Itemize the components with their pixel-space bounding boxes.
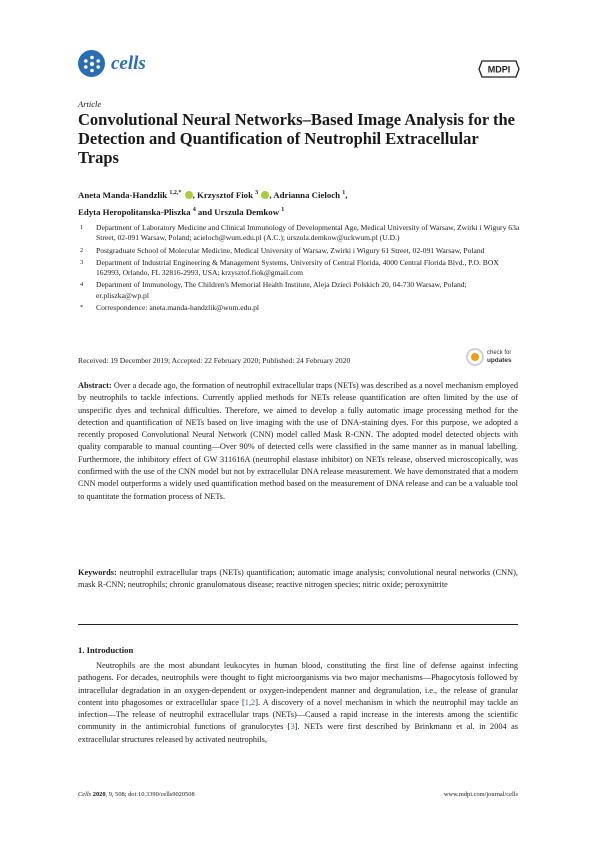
affiliations <box>80 223 520 315</box>
affiliation-item: 1 Department of Laboratory Medicine and Clinical Immunology of Developmental Age, Medical University of Warsaw, Zwirki i Wigury 63a Street, 02-091 Warsaw, Poland; acieloch@wum.edu.pl (A.C.); urszula.demkow@uckwum.pl (U.D.) <box>80 223 520 243</box>
journal-name: cells <box>111 52 146 74</box>
abstract-text: Over a decade ago, the formation of neutrophil extracellular traps (NETs) was described as a novel mechanism employed by neutrophils to tackle infections. Currently applied methods for NETs release quantification are often limited by the use of unspecific dyes and technical difficulties. Therefore, we aimed to develop a fully automatic image processing method for the detection and quantification of NETs based on live imaging with the use of DNA-staining dyes. For this purpose, we adopted a recently proposed Convolutional Neural Network (CNN) model called Mask R-CNN. The adopted model detected objects with quality comparable to manual counting—Over 90% of detected cells were classified in the same manner as in manual labelling. Furthermore, the inhibitory effect of GW 311616A (neutrophil elastase inhibitor) on NETs release, observed microscopically, was confirmed with the use of the CNN model but not by extracellular DNA release measurement. We have demonstrated that a modern CNN model outperforms a widely used quantification method based on the measurement of DNA release and can be a valuable tool to quantitate the formation process of NETs. <box>78 381 518 501</box>
citation-link[interactable]: 1 <box>244 697 249 707</box>
abstract <box>78 380 518 503</box>
section-divider <box>78 624 518 625</box>
keywords-label: Keywords: <box>78 568 117 577</box>
keywords-text: neutrophil extracellular traps (NETs) quantification; automatic image analysis; convolutional neural networks (CNN), mask R-CNN; neutrophils; chronic granulomatous disease; reactive nitrogen species; nitric oxide; peroxynitrite <box>78 568 518 590</box>
author-affiliation-marker: 1 <box>342 190 346 196</box>
correspondence: * Correspondence: aneta.manda-handzlik@wum.edu.pl <box>80 303 260 313</box>
article-type: Article <box>78 99 102 109</box>
check-updates-icon <box>466 348 484 366</box>
affiliation-item: 4 Department of Immunology, The Children's Memorial Health Institute, Aleja Dzieci Polskich 20, 04-730 Warsaw, Poland; er.pliszka@wp.pl <box>80 280 467 300</box>
citation-link[interactable]: 3 <box>290 722 295 732</box>
cells-logo-icon <box>78 50 105 77</box>
affiliation-item: 2 Postgraduate School of Molecular Medicine, Medical University of Warsaw, Zwirki i Wigury 61 Street, 02-091 Warsaw, Poland <box>80 245 485 255</box>
author-affiliation-marker: 1 <box>281 206 285 213</box>
introduction-paragraph: Neutrophils are the most abundant leukocytes in human blood, constituting the first line of defense against infecting pathogens. For decades, neutrophils were thought to fight microorganisms via two major mechanisms—Phagocytosis followed by intracellular degradation in an oxygen-dependent or oxygen-independent manner and degranulation, i.e., the release of granular content into phagosomes or extracellular space [1,2]. A discovery of a novel mechanism in which the neutrophil may tackle an infection—The release of neutrophil extracellular traps (NETs)—Caused a rapid increase in the interests among the scientific community in the antimicrobial functions of granulocytes [3]. NETs were first described by Brinkmann et al. in 2004 as extracellular structures released by activated neutrophils, <box>78 661 518 744</box>
citation-link[interactable]: 2 <box>251 697 256 707</box>
author-name[interactable]: Krzysztof Fiok <box>197 189 253 200</box>
publication-dates: Received: 19 December 2019; Accepted: 22 February 2020; Published: 24 February 2020 <box>78 356 351 365</box>
author-name[interactable]: Aneta Manda-Handzlik <box>78 189 168 200</box>
author-name[interactable]: Edyta Heropolitanska-Pliszka <box>78 206 191 217</box>
keywords <box>78 567 518 592</box>
article-title: Convolutional Neural Networks–Based Image Analysis for the Detection and Quantification of Neutrophil Extracellular Traps <box>78 110 515 167</box>
author-affiliation-marker: 1,2,* <box>169 190 182 196</box>
abstract-label: Abstract: <box>78 381 112 390</box>
journal-url[interactable]: www.mdpi.com/journal/cells <box>443 791 518 798</box>
citation-footer: Cells 2020, 9, 508; doi:10.3390/cells9020508 <box>78 791 195 798</box>
journal-logo[interactable] <box>78 50 146 77</box>
check-for-updates-button[interactable]: check for updates <box>466 348 512 366</box>
author-name[interactable]: Urszula Demkow <box>214 206 280 217</box>
publisher-name: MDPI <box>487 64 511 75</box>
orcid-icon[interactable] <box>185 191 193 199</box>
author-name[interactable]: Adrianna Cieloch <box>273 189 341 200</box>
author-list: Aneta Manda-Handzlik $^{1,2,*}$ , Krzysztof Fiok $^3$ , Adrianna Cieloch $^1$, Edyta Heropolitanska-Pliszka $^4$ and Urszula Demkow $^1$ <box>78 189 348 217</box>
author-affiliation-marker: 4 <box>192 206 196 213</box>
mdpi-logo[interactable] <box>478 59 520 84</box>
author-affiliation-marker: 3 <box>255 190 259 196</box>
section-heading: 1. Introduction <box>78 645 134 655</box>
affiliation-item: 3 Department of Industrial Engineering & Management Systems, University of Central Florida, 4000 Central Florida Blvd., P.O. BOX 162993, Orlando, FL 32816-2993, USA; krzysztof.fiok@gmail.com <box>80 257 499 278</box>
